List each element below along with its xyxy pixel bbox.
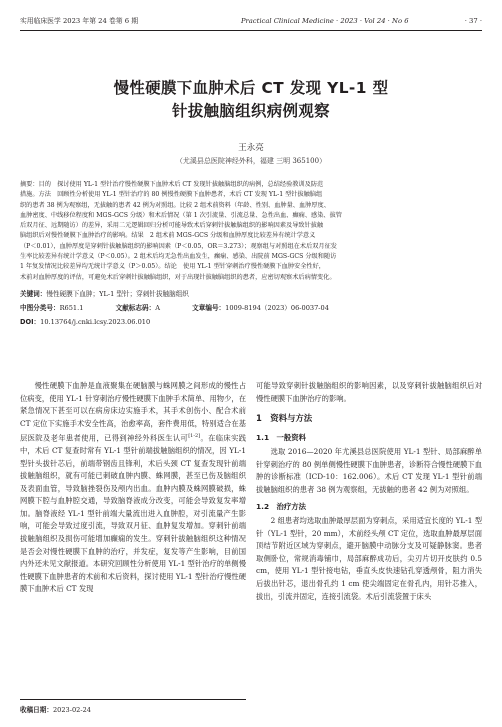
header-journal-issue: 实用临床医学 2023 年第 24 卷第 6 期 — [20, 17, 138, 25]
doi-value: 10.13764/j.cnki.lcsy.2023.06.010 — [40, 318, 151, 326]
abstract-line: 1 年复发情况比较差异均无统计学意义（P＞0.05）。结论 使用 YL-1 型针穿刺治疗慢性硬膜下血肿安全性好， — [20, 263, 325, 271]
running-header — [20, 12, 482, 31]
header-page-number: · 37 · — [464, 17, 482, 25]
classification-row — [20, 302, 482, 314]
keywords-row — [20, 288, 189, 300]
received-label: 收稿日期： — [20, 706, 53, 714]
abstract-line: 术前对血肿厚度的评估，可避免术后穿刺针拔触脑组织，对于出现针拔触脑组织的患者，应密切观察术后病情变化。 — [20, 273, 336, 281]
doc-code-value: A — [155, 304, 160, 312]
abstract-line: 血肿密度、中线移位程度和 MGS-GCS 分级）和术后情况（第 1 次引流量、引流总量、急性出血、癫痫、感染、拔管 — [20, 211, 342, 219]
doc-code-label: 文献标志码： — [115, 304, 156, 312]
body-paragraph: 可能导致穿刺针拔触脑组织的影响因素，以及穿刺针拔触脑组织后对慢性硬膜下血肿治疗的影响。 — [256, 381, 482, 403]
section-heading: 1 资料与方法 — [256, 413, 313, 424]
keywords-label: 关键词： — [20, 290, 47, 298]
subsection-heading: 1.1 一般资料 — [256, 433, 307, 443]
abstract — [20, 180, 482, 283]
article-number-label: 文章编号： — [192, 304, 226, 312]
doi-row — [20, 316, 150, 328]
citation: [1-2] — [188, 433, 201, 440]
received-date: 2023-02-24 — [52, 706, 91, 714]
abstract-line: 措施。方法 回顾性分析使用 YL-1 型针治疗的 80 例慢性硬膜下血肿患者，术后 CT 发现 YL-1 型针拔触脑组 — [20, 191, 323, 199]
abstract-line: 后双月征、远期随访）的差异，采用二元逻辑回归分析可能导致术后穿刺针拔触脑组织的影响因素及导致针拔触 — [20, 222, 324, 230]
header-journal-name: Practical Clinical Medicine · 2023 · Vol 24 · No 6 — [240, 17, 409, 25]
affiliation: （尤溪县总医院神经外科，福建 三明 365100） — [175, 157, 327, 165]
header-right — [241, 12, 482, 30]
abstract-line: （P＜0.01），血肿厚度是穿刺针拔触脑组织的影响因素（P＜0.05，OR＝3.273）；观察组与对照组在术后双月征发 — [20, 242, 337, 250]
received-date-footnote — [20, 699, 246, 714]
body-paragraph: 选取 2016—2020 年尤溪县总医院使用 YL-1 型针、局部麻醉单针穿刺治疗的 80 例单侧慢性硬膜下血肿患者，诊断符合慢性硬膜下血肿的诊断标准（ICD-10：162.006）。术后 CT 发现 YL-1 型针前端拔触脑组织的患者 38 例为观察组，无拔触的患者 42 例为对照组。 — [256, 447, 482, 494]
body-column-left — [20, 380, 246, 596]
article-title-line-1: 慢性硬膜下血肿术后 CT 发现 YL-1 型 — [113, 79, 389, 97]
abstract-line: 摘要：目的 探讨使用 YL-1 型针治疗慢性硬膜下血肿术后 CT 发现针拔触脑组织的病例，总结经验教训及防范 — [20, 181, 324, 188]
doi-label: DOI： — [20, 318, 41, 326]
body-column-right — [256, 380, 482, 603]
abstract-line: 织的患者 38 例为观察组，无拔触的患者 42 例为对照组。比较 2 组术前资料（年龄、性别、血肿量、血肿厚度、 — [20, 201, 330, 209]
author: 王永亮 — [238, 143, 264, 153]
abstract-line: 脑组织后对慢性硬膜下血肿治疗的影响。结果 2 组术前 MGS-GCS 分级和血肿厚度比较差异有统计学意义 — [20, 232, 316, 240]
subsection-heading: 1.2 治疗方法 — [256, 502, 307, 512]
keywords-text: 慢性硬膜下血肿；YL-1 型针；穿刺针拔触脑组织 — [46, 290, 189, 298]
clc-value: R651.1 — [59, 304, 84, 312]
body-paragraph: 慢性硬膜下血肿是血液聚集在硬脑膜与蛛网膜之间形成的慢性占位病变，使用 YL-1 针穿刺治疗慢性硬膜下血肿手术简单、用物少，在紧急情况下甚至可以在病房床边实施手术，其手术创伤小、配合术前 CT 定位下实施手术安全性高，治愈率高，套件费用低，特别适合在基层医院及老年患者使用，已得到神经外科医生认可[1-2]。在临床实践中，术后 CT 复查时常有 YL-1 型针前端拔触脑组织的情况，因 YL-1 型针头拔针芯后，前端带钢齿且锋利，术后头颈 CT 复查发现针前端拔触脑组织，就有可能已刺破血肿内膜、蛛网膜，甚至已伤及脑组织及表面血管，导致脑挫裂伤及颅内出血。血肿内膜及蛛网膜破损，蛛网膜下腔与血肿腔交通，导致脑脊液成分改变，可能会导致复发率增加。脑脊液经 YL-1 型针前端大量流出进入血肿腔，对引流量产生影响，可能会导致过度引流，导致双月征、血肿复发增加。穿刺针前端拔触脑组织及损伤可能增加癫痫的发生。穿刺针拔触脑组织这种情况是否会对慢性硬膜下血肿的治疗，并发症，复发等产生影响，目前国内外还未见文献报道。本研究回顾性分析使用 YL-1 型针治疗的单侧慢性硬膜下血肿患者的术前和术后资料，探讨使用 YL-1 型针治疗慢性硬膜下血肿术后 CT 发现 — [20, 381, 247, 594]
abstract-line: 生率比较差异有统计学意义（P＜0.05）。2 组术后均无急性出血发生，癫痫、感染、出院前 MGS-GCS 分级和随访 — [20, 253, 337, 261]
article-title-line-2: 针拔触脑组织病例观察 — [172, 102, 330, 120]
body-paragraph: 2 组患者均选取血肿最厚层面为穿刺点，采用适宜长度的 YL-1 型针（YL-1 型针，20 mm），术前经头颅 CT 定位，选取血肿最厚层面顶结节附近区域为穿刺点，避开脑膜中动脉分支及可疑静脉窦。患者取侧卧位，常规消毒铺巾，局部麻醉成功后，尖刃片切开皮肤约 0.5 cm，使用 YL-1 型针接电钻，垂直头皮快速钻孔穿透颅骨，阻力消失后拔出针芯，退出骨孔约 1 cm 使尖端固定在骨孔内，用针芯推入，拔出，引流并固定，连接引流袋。术后引流袋置于床头 — [256, 516, 482, 601]
clc-label: 中图分类号： — [20, 304, 60, 312]
article-number-value: 1009-8194（2023）06-0037-04 — [225, 304, 329, 312]
